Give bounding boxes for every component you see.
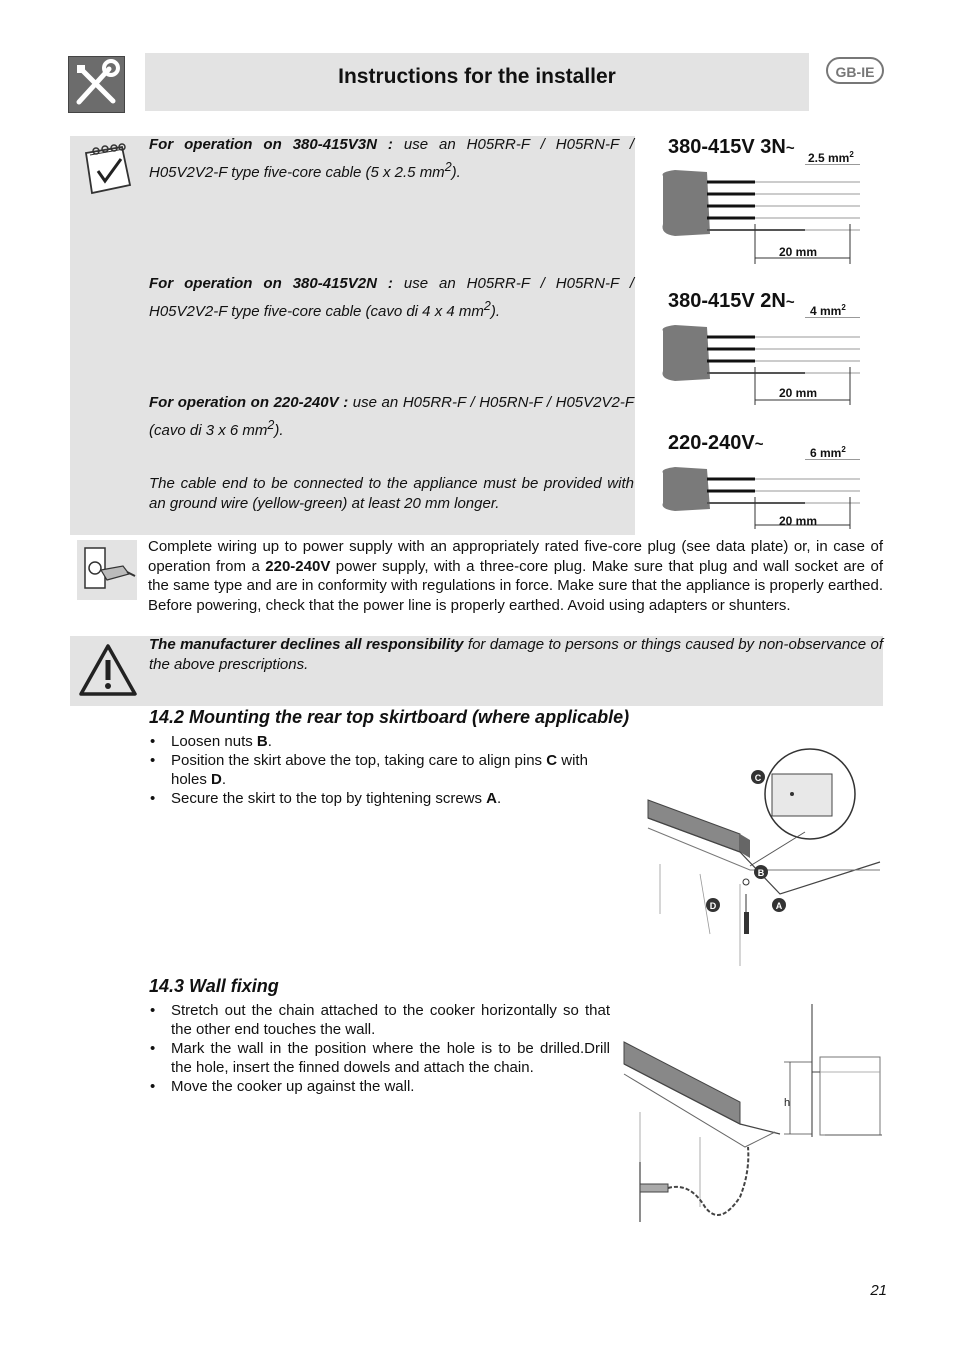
wiring-paragraph: Complete wiring up to power supply with an appropriately rated five-core plug (see data plate) or, in case of operation from a 220-240V power supply, with a three-core plug. Make sure that plug and wall socket are of the same type and are in conformity with regulations in force. Make sure that the appliance is properly earthed. Before powering, check that the power line is properly earthed. Avoid using adapters or shunters. — [148, 538, 883, 614]
diagram-2n-cable-drawing — [655, 317, 865, 407]
list-item: • Mark the wall in the position where the hole is to be drilled.Drill the hole, insert the finned dowels and attach the chain. — [148, 1039, 610, 1077]
label-h: h — [784, 1097, 791, 1109]
label-a: A — [775, 901, 783, 911]
diagram-3n-cable-drawing — [655, 164, 865, 266]
diagram-3n-voltage: 380-415V 3N~ — [668, 136, 795, 158]
label-d: D — [709, 901, 717, 911]
cable-2n-text: For operation on 380-415V2N : use an H05RR-F / H05RN-F / H05V2V2-F type five-core cable (cavo di 4 x 4 $mm^2$). — [149, 275, 634, 320]
page-title: Instructions for the installer — [338, 65, 616, 88]
page-number: 21 — [870, 1282, 887, 1299]
label-c: C — [754, 773, 762, 783]
label-b: B — [757, 868, 765, 878]
diagram-2n-voltage: 380-415V 2N~ — [668, 290, 795, 312]
notepad-check-icon — [78, 141, 136, 196]
list-item: • Move the cooker up against the wall. — [148, 1077, 610, 1096]
language-badge: GB-IE — [826, 57, 884, 84]
diagram-3n-length: 20 mm — [779, 245, 818, 259]
wall-fixing-illustration — [620, 1002, 885, 1224]
diagram-220-voltage: 220-240V~ — [668, 432, 764, 454]
section-14-3-title: 14.3 Wall fixing — [149, 976, 279, 996]
cable-220-text: For operation on 220-240V : use an H05RR-F / H05RN-F / H05V2V2-F (cavo di 3 x 6 $mm^2$). — [149, 394, 634, 439]
warning-triangle-icon — [77, 640, 139, 700]
skirtboard-mounting-illustration — [640, 734, 885, 970]
list-item: • Secure the skirt to the top by tightening screws A. — [148, 789, 618, 808]
section-14-2-list — [148, 732, 618, 808]
section-14-3-list — [148, 1001, 610, 1096]
list-item: • Stretch out the chain attached to the cooker horizontally so that the other end touches the wall. — [148, 1001, 610, 1039]
warning-text: The manufacturer declines all responsibility for damage to persons or things caused by non-observance of the above prescriptions. — [149, 636, 883, 673]
diagram-220-cable-drawing — [655, 459, 865, 531]
diagram-2n-length: 20 mm — [779, 386, 818, 400]
list-item: • Loosen nuts B. — [148, 732, 618, 751]
plug-socket-icon — [77, 540, 137, 600]
section-14-2-title: 14.2 Mounting the rear top skirtboard (where applicable) — [149, 707, 630, 727]
cable-3n-text: For operation on 380-415V3N : use an H05RR-F / H05RN-F / H05V2V2-F type five-core cable (5 x 2.5 $mm^2$). — [149, 136, 634, 181]
tools-icon — [68, 56, 125, 113]
diagram-220-length: 20 mm — [779, 514, 818, 528]
diagram-2n-section: 4 $mm^2$ — [810, 303, 846, 318]
diagram-3n-section: 2.5 $mm^2$ — [808, 150, 854, 165]
list-item: • Position the skirt above the top, taking care to align pins C with holes D. — [148, 751, 618, 789]
diagram-220-section: 6 $mm^2$ — [810, 445, 846, 460]
ground-wire-note: The cable end to be connected to the appliance must be provided with an ground wire (yellow-green) at least 20 mm longer. — [149, 475, 634, 512]
